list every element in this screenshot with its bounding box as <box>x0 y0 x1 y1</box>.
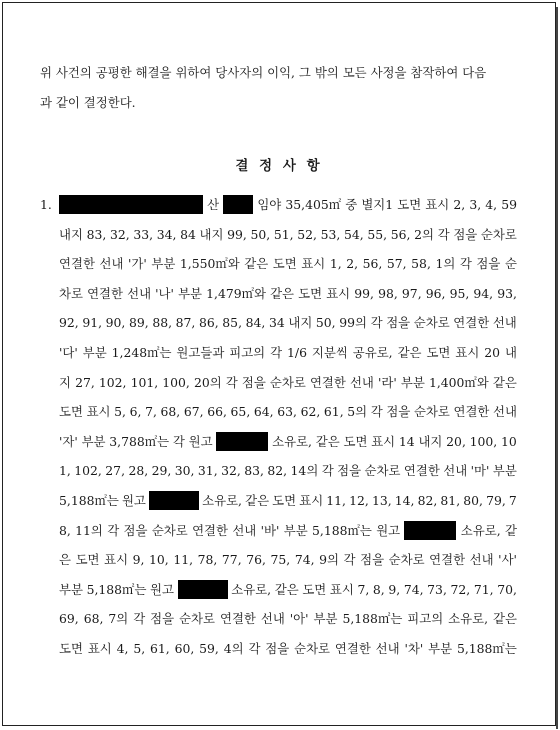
body-word: 각 <box>437 226 450 242</box>
body-word: 5, <box>133 640 146 656</box>
body-word: 94, <box>473 285 494 301</box>
body-word: 7, <box>357 581 370 597</box>
body-word: 87, <box>175 315 196 331</box>
body-word: 7, <box>145 404 157 420</box>
body-word: '나' <box>155 285 174 301</box>
body-word: 도면 <box>272 492 297 508</box>
body-word: 지 <box>59 374 71 390</box>
body-word: 원고 <box>121 492 146 508</box>
redacted-block <box>223 195 253 214</box>
body-word: 표시 <box>301 256 326 272</box>
body-word: '가' <box>128 256 147 272</box>
body-word: '라' <box>378 374 397 390</box>
body-word: '아' <box>289 611 309 627</box>
body-word: 14의 <box>290 463 319 479</box>
body-word: 선내 <box>375 640 400 656</box>
body-word: 표시 <box>455 344 480 360</box>
body-word: 93, <box>497 285 517 301</box>
body-word: 84, <box>245 315 266 331</box>
body-word: 59, <box>199 640 219 656</box>
body-word: 피고의 <box>407 611 444 627</box>
body-word: 점을 <box>123 522 148 538</box>
body-word: 도면 <box>75 552 100 568</box>
body-word: 20의 <box>193 374 222 390</box>
body-word: '차' <box>404 640 424 656</box>
body-word: 1,479㎡와 <box>206 285 266 301</box>
redacted-block <box>404 521 456 540</box>
body-word: 68, <box>83 611 104 627</box>
body-word: 연결한 <box>429 552 466 568</box>
body-word: 각 <box>270 344 283 360</box>
body-word: 57, <box>386 256 407 272</box>
body-word: 2, <box>453 197 466 212</box>
body-word: 5, <box>114 404 126 420</box>
body-word: 선내 <box>469 552 494 568</box>
body-word: 점을 <box>476 256 501 272</box>
body-word: 선내 <box>127 285 152 301</box>
body-word: 97, <box>401 285 422 301</box>
body-line-14 <box>59 575 517 605</box>
body-word: 점을 <box>386 315 411 331</box>
body-word: 부분 <box>59 581 83 597</box>
body-word: 3, <box>469 197 482 212</box>
body-word: 점을 <box>360 552 385 568</box>
body-word: 같 <box>504 522 517 538</box>
body-word: 각 <box>248 640 261 656</box>
body-word: 102, <box>98 374 127 390</box>
body-word: 같은 <box>315 433 340 449</box>
body-word: 101, <box>130 374 159 390</box>
body-word: 63, <box>277 404 297 420</box>
body-word: 68, <box>160 404 181 420</box>
body-word: 2의 <box>414 226 435 242</box>
body-line-5 <box>59 308 517 338</box>
body-word: 1, <box>329 256 342 272</box>
body-line-9 <box>59 427 517 457</box>
body-word: 순 <box>504 256 517 272</box>
body-word: 선내 <box>349 374 374 390</box>
body-line-15 <box>59 604 517 634</box>
body-word: 부분 <box>313 611 338 627</box>
body-word: 9, <box>388 581 401 597</box>
body-word: 77, <box>221 552 242 568</box>
body-word: 27, <box>105 463 126 479</box>
body-word: 53, <box>320 226 341 242</box>
body-word: 85, <box>222 315 243 331</box>
body-word: 점을 <box>453 226 478 242</box>
body-word: 56, <box>362 256 383 272</box>
body-word: 별지1 <box>361 197 394 212</box>
body-word: 27, <box>75 374 95 390</box>
body-word: 내지 <box>288 315 313 331</box>
section-title: 결 정 사 항 <box>235 158 323 174</box>
body-word: 67, <box>183 404 204 420</box>
body-word: 도면 <box>59 640 83 656</box>
body-line-16 <box>59 634 517 664</box>
body-word: 50, <box>315 315 336 331</box>
body-word: 연결한 <box>453 404 490 420</box>
body-word: '사' <box>498 552 517 568</box>
body-word: 도면 <box>397 197 422 212</box>
body-word: 부분 <box>400 374 425 390</box>
body-word: 75, <box>270 552 291 568</box>
item-body <box>59 190 517 664</box>
body-word: 부분 <box>492 463 517 479</box>
body-line-12 <box>59 516 517 546</box>
body-word: 35,405㎡ <box>285 197 342 212</box>
body-word: 소유로, <box>272 433 312 449</box>
body-word: 28, <box>128 463 149 479</box>
body-word: 연결한 <box>192 522 228 538</box>
body-word: 순차로 <box>364 463 401 479</box>
intro-line-1: 위 사건의 공평한 해결을 위하여 당사자의 이익, 그 밖의 모든 사정을 참작하여 다음 <box>40 65 487 80</box>
body-word: 소유로, <box>460 522 501 538</box>
body-word: 5,188㎡는 <box>59 492 119 508</box>
body-word: 2, <box>346 256 359 272</box>
body-word: 14 <box>398 433 415 449</box>
body-word: 20 <box>484 344 501 360</box>
body-word: 표시 <box>87 640 112 656</box>
body-word: 29, <box>151 463 172 479</box>
body-word: 33, <box>133 226 154 242</box>
body-word: 4의 <box>223 640 244 656</box>
body-word: 각 <box>107 522 120 538</box>
body-word: 표시 <box>329 581 354 597</box>
body-word: 65, <box>230 404 251 420</box>
intro-paragraph <box>40 58 517 117</box>
body-word: 같은 <box>274 581 299 597</box>
body-word: 1,248㎡는 <box>111 344 172 360</box>
body-word: 1, <box>59 463 71 479</box>
body-word: '자' <box>59 433 78 449</box>
body-word: 연결한 <box>453 315 490 331</box>
body-word: 99, <box>227 226 247 242</box>
body-word: 도면 <box>59 404 83 420</box>
body-word: 5의 <box>347 404 368 420</box>
body-word: 51, <box>273 226 294 242</box>
body-word: 66, <box>207 404 227 420</box>
body-word: 지분씩 <box>311 344 348 360</box>
body-word: 82, <box>417 492 438 508</box>
body-word: 78, <box>197 552 218 568</box>
body-word: 11, <box>173 552 194 568</box>
body-word: 공유로, <box>352 344 393 360</box>
body-word: 59 <box>501 197 517 212</box>
body-word: 7 <box>508 492 517 508</box>
body-word: 81, <box>440 492 461 508</box>
body-line-1 <box>59 190 517 220</box>
body-word: 각 <box>225 374 238 390</box>
body-word: 같은 <box>245 492 270 508</box>
body-line-4 <box>59 279 517 309</box>
body-word: 54, <box>344 226 364 242</box>
item-number: 1. <box>40 197 52 212</box>
body-word: 부분 <box>82 344 107 360</box>
body-line-10 <box>59 456 517 486</box>
body-word: 각 <box>133 611 146 627</box>
body-word: 10, <box>149 552 169 568</box>
body-word: 소유로, <box>448 611 489 627</box>
body-word: 50, <box>250 226 271 242</box>
body-word: 32, <box>221 463 241 479</box>
body-word: 83, <box>86 226 107 242</box>
body-word: 8, <box>372 581 385 597</box>
body-word: 은 <box>59 552 71 568</box>
body-word: 11, <box>326 492 346 508</box>
body-word: 98, <box>378 285 398 301</box>
body-word: 62, <box>300 404 321 420</box>
body-word: 같은 <box>492 374 517 390</box>
body-word: 30, <box>174 463 195 479</box>
body-word: 부분 <box>178 285 203 301</box>
body-word: 각 <box>343 552 356 568</box>
body-word: 69, <box>59 611 79 627</box>
body-word: 표시 <box>299 492 324 508</box>
body-word: 같은 <box>397 344 422 360</box>
body-word: 58, <box>411 256 431 272</box>
body-word: 점을 <box>150 611 175 627</box>
body-word: 1,400㎡와 <box>428 374 489 390</box>
body-line-8 <box>59 397 517 427</box>
body-word: 순차로 <box>294 640 331 656</box>
body-word: '다' <box>59 344 78 360</box>
body-word: 원고 <box>376 522 401 538</box>
body-word: 선내 <box>492 315 517 331</box>
body-word: 5,188㎡는 <box>342 611 403 627</box>
body-word: 99의 <box>339 315 367 331</box>
body-word: 연결한 <box>219 611 256 627</box>
body-word: 선내 <box>99 256 124 272</box>
body-word: 원고 <box>150 581 174 597</box>
body-word: 순차로 <box>480 226 517 242</box>
body-word: 89, <box>128 315 149 331</box>
body-word: 72, <box>450 581 471 597</box>
body-word: 95, <box>449 285 470 301</box>
body-word: 92, <box>59 315 79 331</box>
body-word: 부분 <box>151 256 176 272</box>
body-word: 선내 <box>260 611 285 627</box>
body-word: 각 <box>172 433 185 449</box>
body-word: 55, <box>367 226 388 242</box>
body-word: 34, <box>156 226 177 242</box>
body-word: 연결한 <box>87 285 123 301</box>
body-word: 91, <box>82 315 103 331</box>
body-word: 31, <box>197 463 218 479</box>
body-word: 8, <box>59 522 71 538</box>
body-line-13 <box>59 545 517 575</box>
body-word: 56, <box>390 226 411 242</box>
body-line-2 <box>59 220 517 250</box>
redacted-block <box>216 432 268 451</box>
body-word: 순차로 <box>413 315 450 331</box>
body-word: 내지 <box>199 226 224 242</box>
body-word: 같은 <box>270 285 295 301</box>
body-word: 3,788㎡는 <box>109 433 170 449</box>
body-word: 같은 <box>244 256 269 272</box>
body-word: 도면 <box>343 433 368 449</box>
body-word: 1의 <box>435 256 456 272</box>
body-word: 5,188㎡는 <box>456 640 517 656</box>
document-page <box>2 2 556 726</box>
body-word: 표시 <box>104 552 129 568</box>
body-word: 4, <box>485 197 498 212</box>
body-word: 13, <box>371 492 392 508</box>
body-word: 1,550㎡와 <box>179 256 240 272</box>
body-line-11 <box>59 486 517 516</box>
body-word: 같은 <box>493 611 517 627</box>
body-word: 32, <box>109 226 130 242</box>
body-word: 79, <box>486 492 506 508</box>
body-word: 각 <box>459 256 472 272</box>
body-word: 80, <box>463 492 483 508</box>
body-word: 4, <box>116 640 129 656</box>
body-word: 연결한 <box>309 374 346 390</box>
body-word: 원고들과 <box>176 344 225 360</box>
body-word: 차로 <box>59 285 83 301</box>
body-word: 70, <box>497 581 517 597</box>
body-word: 표시 <box>326 285 351 301</box>
body-word: 11의 <box>75 522 103 538</box>
redacted-block <box>178 580 228 599</box>
body-word: 표시 <box>371 433 396 449</box>
body-word: 74, <box>294 552 315 568</box>
intro-line-2: 과 같이 결정한다. <box>40 94 136 110</box>
body-word: 부분 <box>428 640 453 656</box>
body-word: 원고 <box>188 433 213 449</box>
body-word: 내지 <box>418 433 443 449</box>
body-word: 점을 <box>337 463 362 479</box>
body-word: 61, <box>323 404 344 420</box>
body-word: 소유로, <box>202 492 242 508</box>
body-word: 중 <box>345 197 358 212</box>
body-word: 60, <box>174 640 195 656</box>
body-word: 83, <box>244 463 264 479</box>
body-word: 연결한 <box>403 463 440 479</box>
body-word: 선내 <box>443 463 468 479</box>
body-word: 부분 <box>283 522 308 538</box>
body-word: 34 <box>268 315 285 331</box>
body-word: 100, <box>162 374 190 390</box>
body-word: 각 <box>321 463 334 479</box>
body-word: 점을 <box>386 404 411 420</box>
body-word: 점을 <box>265 640 290 656</box>
body-word: 7의 <box>108 611 129 627</box>
body-word: 순차로 <box>151 522 188 538</box>
body-word: 84 <box>180 226 196 242</box>
body-word: 부분 <box>81 433 106 449</box>
body-word: 82, <box>267 463 288 479</box>
body-word: 도면 <box>302 581 327 597</box>
body-word: 90, <box>105 315 126 331</box>
body-word: 10 <box>501 433 517 449</box>
body-word: 순차로 <box>388 552 425 568</box>
body-line-6 <box>59 338 517 368</box>
body-word: 100, <box>469 433 498 449</box>
body-word: 73, <box>427 581 447 597</box>
body-word: 피고의 <box>229 344 266 360</box>
body-word: 임야 <box>257 197 282 212</box>
body-word: 표시 <box>86 404 111 420</box>
body-word: 9, <box>132 552 145 568</box>
body-word: 선내 <box>493 404 517 420</box>
redacted-block <box>149 491 199 510</box>
body-word: 내지 <box>59 226 83 242</box>
body-word: 소유로, <box>231 581 272 597</box>
body-word: 1/6 <box>287 344 307 360</box>
body-word: 64, <box>253 404 274 420</box>
body-word: 14, <box>394 492 415 508</box>
body-line-7 <box>59 368 517 398</box>
body-word: 순차로 <box>413 404 450 420</box>
body-word: 6, <box>129 404 142 420</box>
body-word: 5,188㎡는 <box>86 581 147 597</box>
body-word: 연결한 <box>334 640 371 656</box>
body-word: 표시 <box>425 197 450 212</box>
body-word: 74, <box>403 581 424 597</box>
body-word: 선내 <box>232 522 257 538</box>
body-word: 순차로 <box>179 611 215 627</box>
body-word: '마' <box>470 463 490 479</box>
body-word: 5,188㎡는 <box>312 522 372 538</box>
body-word: 71, <box>473 581 494 597</box>
body-line-3 <box>59 249 517 279</box>
body-word: 12, <box>349 492 369 508</box>
body-word: 도면 <box>272 256 297 272</box>
body-word: 76, <box>246 552 266 568</box>
body-word: 내 <box>504 344 517 360</box>
body-word: 도면 <box>298 285 323 301</box>
body-word: 도면 <box>426 344 451 360</box>
body-word: 순차로 <box>269 374 306 390</box>
body-word: 86, <box>198 315 219 331</box>
redacted-block <box>59 195 203 214</box>
body-word: 99, <box>354 285 374 301</box>
body-word: 88, <box>152 315 173 331</box>
body-word: '바' <box>260 522 280 538</box>
body-word: 102, <box>74 463 102 479</box>
body-word: 61, <box>150 640 170 656</box>
body-word: 96, <box>425 285 446 301</box>
body-word: 각 <box>370 315 383 331</box>
body-word: 52, <box>297 226 317 242</box>
body-word: 20, <box>446 433 466 449</box>
body-word: 9의 <box>319 552 339 568</box>
body-word: 연결한 <box>59 256 95 272</box>
decision-item-1 <box>40 190 517 664</box>
body-word: 각 <box>370 404 383 420</box>
body-word: 산 <box>207 197 220 212</box>
body-word: 점을 <box>241 374 266 390</box>
